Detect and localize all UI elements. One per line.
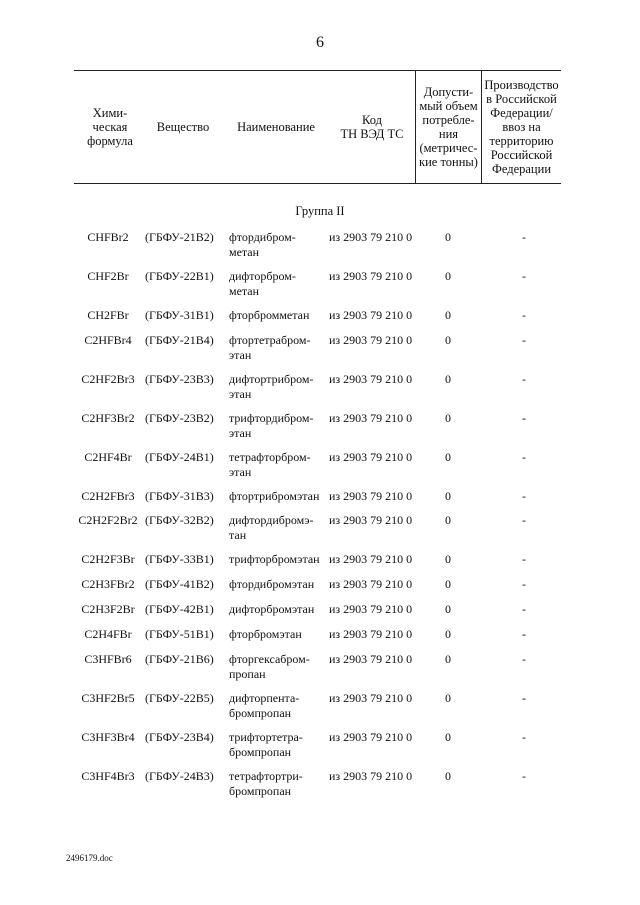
cell-code: из 2903 79 210 0 — [329, 372, 413, 386]
header-volume: Допусти- мый объем потребле- ния (метричес- кие тонны) — [419, 85, 478, 169]
cell-substance: (ГБФУ-31В1) — [145, 308, 214, 322]
cell-formula: C2H4FBr — [84, 627, 132, 641]
cell-production: - — [522, 769, 526, 783]
cell-formula: C2H3FBr2 — [81, 577, 135, 591]
cell-name: трифтордибром- этан — [229, 411, 314, 440]
cell-name: тетрафторбром- этан — [229, 450, 311, 479]
cell-name: фторгексабром- пропан — [229, 652, 310, 681]
cell-production: - — [522, 730, 526, 744]
cell-formula: C3HF3Br4 — [81, 730, 135, 744]
cell-substance: (ГБФУ-21В2) — [145, 230, 214, 244]
cell-code: из 2903 79 210 0 — [329, 333, 413, 347]
cell-substance: (ГБФУ-23В3) — [145, 372, 214, 386]
header-code: Код ТН ВЭД ТС — [340, 113, 404, 141]
cell-code: из 2903 79 210 0 — [329, 652, 413, 666]
cell-substance: (ГБФУ-32В2) — [145, 513, 214, 527]
cell-formula: C2H2F3Br — [81, 552, 135, 566]
cell-production: - — [522, 691, 526, 705]
cell-formula: C2H2FBr3 — [81, 489, 135, 503]
cell-formula: C2HF4Br — [84, 450, 132, 464]
cell-volume: 0 — [445, 552, 451, 566]
cell-volume: 0 — [445, 577, 451, 591]
cell-volume: 0 — [445, 372, 451, 386]
cell-code: из 2903 79 210 0 — [329, 269, 413, 283]
cell-production: - — [522, 308, 526, 322]
cell-volume: 0 — [445, 627, 451, 641]
cell-code: из 2903 79 210 0 — [329, 411, 413, 425]
cell-production: - — [522, 269, 526, 283]
cell-code: из 2903 79 210 0 — [329, 230, 413, 244]
header-bottom-rule — [74, 183, 561, 184]
cell-substance: (ГБФУ-21В4) — [145, 333, 214, 347]
cell-production: - — [522, 411, 526, 425]
cell-name: фторбромметан — [229, 308, 310, 322]
cell-volume: 0 — [445, 769, 451, 783]
cell-formula: C2HF2Br3 — [81, 372, 135, 386]
cell-formula: C3HF2Br5 — [81, 691, 135, 705]
group-title: Группа II — [295, 204, 345, 218]
page-number: 6 — [316, 34, 324, 51]
header-formula: Хими- ческая формула — [87, 106, 133, 148]
cell-substance: (ГБФУ-23В4) — [145, 730, 214, 744]
cell-name: фтортрибромэтан — [229, 489, 320, 503]
cell-name: дифторпента- бромпропан — [229, 691, 300, 720]
cell-substance: (ГБФУ-51В1) — [145, 627, 214, 641]
cell-production: - — [522, 372, 526, 386]
cell-code: из 2903 79 210 0 — [329, 450, 413, 464]
header-production: Производство в Российской Федерации/ ввоз на территорию Российской Федерации — [484, 78, 559, 176]
cell-code: из 2903 79 210 0 — [329, 513, 413, 527]
cell-production: - — [522, 513, 526, 527]
cell-production: - — [522, 333, 526, 347]
cell-volume: 0 — [445, 269, 451, 283]
cell-name: тетрафтортри- бромпропан — [229, 769, 303, 798]
cell-substance: (ГБФУ-22В1) — [145, 269, 214, 283]
cell-name: трифторбромэтан — [229, 552, 320, 566]
cell-substance: (ГБФУ-21В6) — [145, 652, 214, 666]
cell-production: - — [522, 230, 526, 244]
cell-volume: 0 — [445, 333, 451, 347]
cell-name: дифторбромэтан — [229, 602, 315, 616]
cell-production: - — [522, 489, 526, 503]
cell-volume: 0 — [445, 513, 451, 527]
cell-name: дифтордибромэ- тан — [229, 513, 314, 542]
cell-formula: C3HFBr6 — [84, 652, 132, 666]
cell-code: из 2903 79 210 0 — [329, 769, 413, 783]
cell-code: из 2903 79 210 0 — [329, 308, 413, 322]
cell-formula: C2H2F2Br2 — [78, 513, 138, 527]
cell-code: из 2903 79 210 0 — [329, 691, 413, 705]
cell-name: дифторбром- метан — [229, 269, 296, 298]
cell-name: дифтортрибром- этан — [229, 372, 314, 401]
cell-substance: (ГБФУ-31В3) — [145, 489, 214, 503]
cell-production: - — [522, 450, 526, 464]
cell-volume: 0 — [445, 652, 451, 666]
cell-formula: CHF2Br — [87, 269, 129, 283]
cell-name: фтортетрабром- этан — [229, 333, 311, 362]
cell-substance: (ГБФУ-24В3) — [145, 769, 214, 783]
cell-code: из 2903 79 210 0 — [329, 489, 413, 503]
cell-code: из 2903 79 210 0 — [329, 552, 413, 566]
cell-production: - — [522, 627, 526, 641]
cell-volume: 0 — [445, 730, 451, 744]
cell-volume: 0 — [445, 308, 451, 322]
cell-formula: C2H3F2Br — [81, 602, 135, 616]
cell-name: фтордибромэтан — [229, 577, 315, 591]
header-name: Наименование — [237, 120, 315, 134]
cell-volume: 0 — [445, 450, 451, 464]
cell-name: трифтортетра- бромпропан — [229, 730, 303, 759]
cell-formula: CHFBr2 — [87, 230, 129, 244]
cell-formula: CH2FBr — [87, 308, 129, 322]
cell-substance: (ГБФУ-22В5) — [145, 691, 214, 705]
cell-volume: 0 — [445, 411, 451, 425]
footer-filename: 2496179.doc — [66, 853, 113, 863]
header-top-rule — [74, 70, 561, 71]
cell-production: - — [522, 652, 526, 666]
cell-volume: 0 — [445, 602, 451, 616]
cell-production: - — [522, 602, 526, 616]
cell-formula: C3HF4Br3 — [81, 769, 135, 783]
cell-substance: (ГБФУ-24В1) — [145, 450, 214, 464]
cell-substance: (ГБФУ-33В1) — [145, 552, 214, 566]
cell-production: - — [522, 577, 526, 591]
cell-substance: (ГБФУ-23В2) — [145, 411, 214, 425]
cell-name: фтордибром- метан — [229, 230, 296, 259]
cell-production: - — [522, 552, 526, 566]
cell-volume: 0 — [445, 489, 451, 503]
cell-substance: (ГБФУ-41В2) — [145, 577, 214, 591]
cell-code: из 2903 79 210 0 — [329, 602, 413, 616]
cell-name: фторбромэтан — [229, 627, 302, 641]
cell-code: из 2903 79 210 0 — [329, 627, 413, 641]
cell-formula: C2HFBr4 — [84, 333, 132, 347]
header-substance: Вещество — [156, 120, 210, 134]
cell-volume: 0 — [445, 230, 451, 244]
cell-code: из 2903 79 210 0 — [329, 730, 413, 744]
cell-code: из 2903 79 210 0 — [329, 577, 413, 591]
cell-substance: (ГБФУ-42В1) — [145, 602, 214, 616]
cell-formula: C2HF3Br2 — [81, 411, 135, 425]
cell-volume: 0 — [445, 691, 451, 705]
